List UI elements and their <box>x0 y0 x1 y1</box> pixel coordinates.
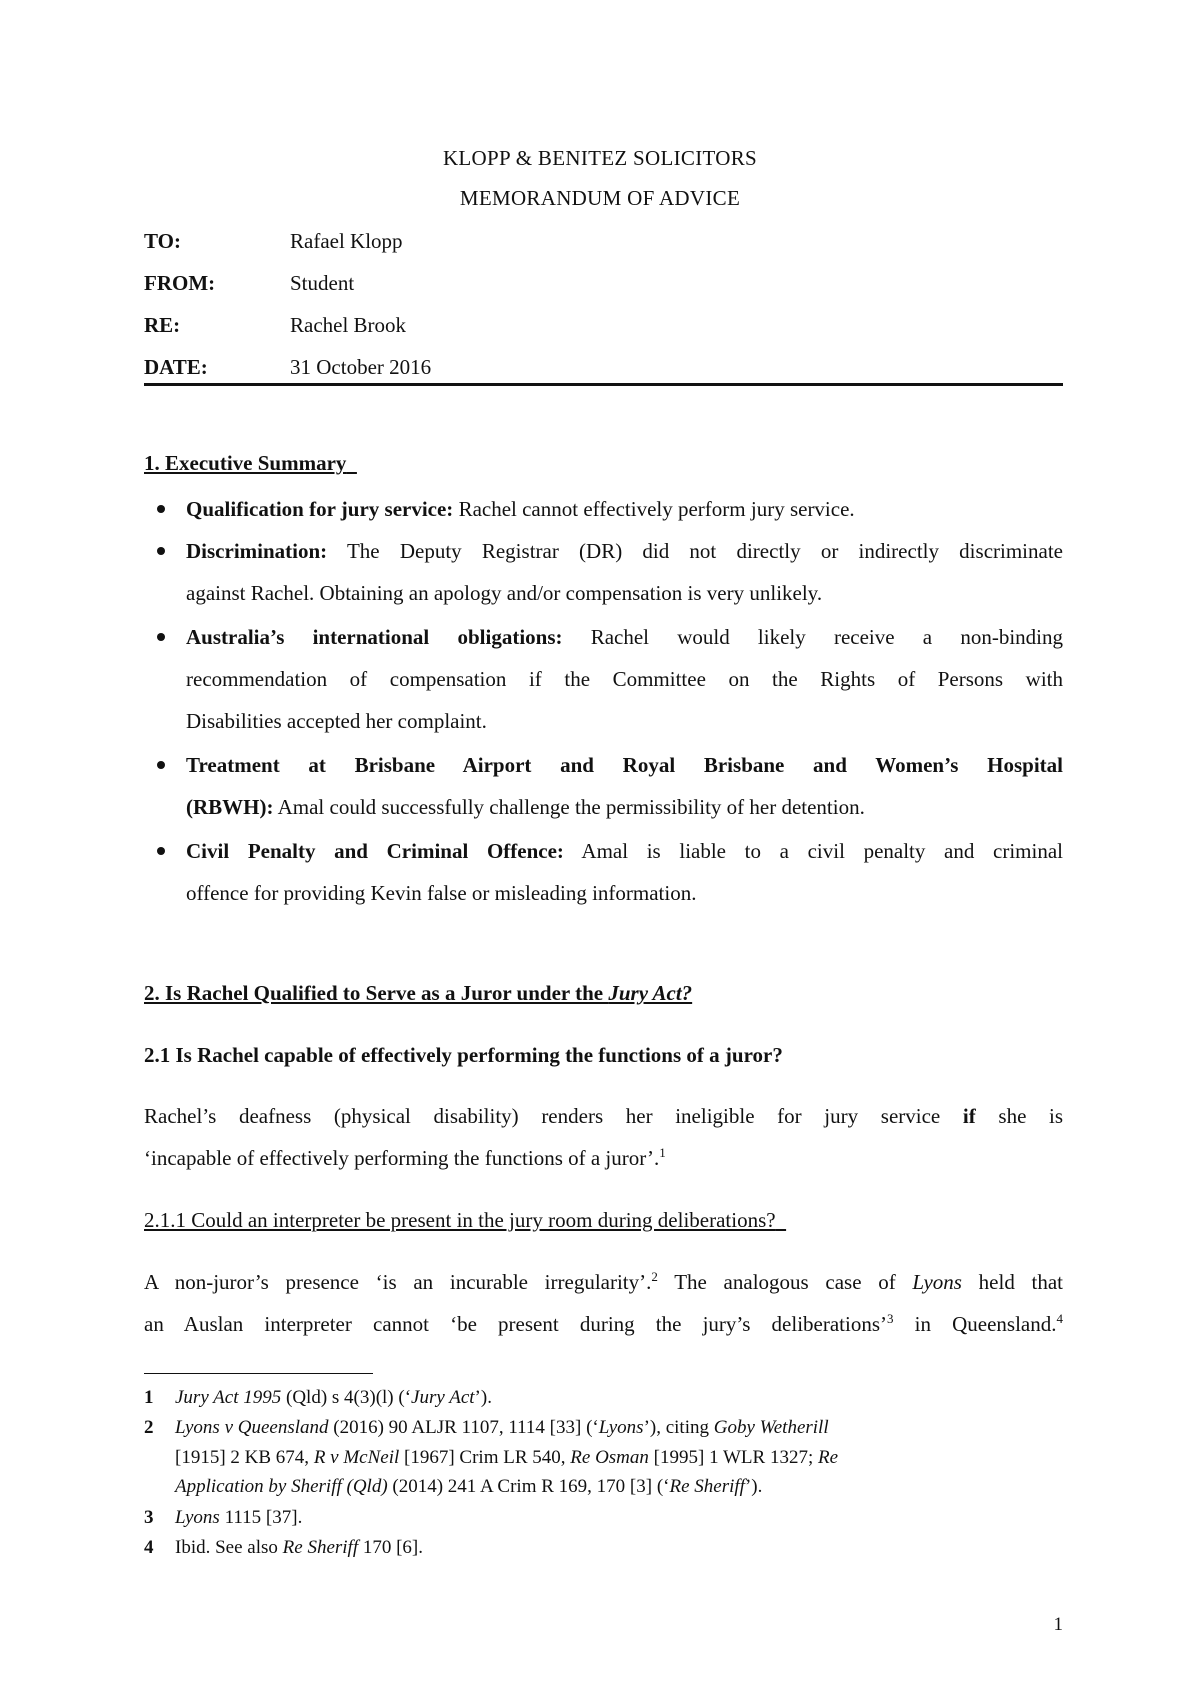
bullet-dot <box>157 847 165 855</box>
footnote-3: 3 Lyons 1115 [37]. <box>144 1507 303 1528</box>
footnote-2: 2 Lyons v Queensland (2016) 90 ALJR 1107, 1114 [33] (‘Lyons’), citing Goby Wetherill <box>144 1417 829 1438</box>
re-value: Rachel Brook <box>290 313 407 337</box>
from-label: FROM: <box>144 271 216 295</box>
date-label: DATE: <box>144 355 208 379</box>
bullet-civil-penalty: Civil Penalty and Criminal Offence: Amal is liable to a civil penalty and criminal <box>186 839 1063 863</box>
bullet-dot <box>157 761 165 769</box>
bullet-dot <box>157 505 165 513</box>
to-label: TO: <box>144 229 181 253</box>
firm-name: KLOPP & BENITEZ SOLICITORS <box>442 146 758 170</box>
bullet-treatment: Treatment at Brisbane Airport and Royal Brisbane and Women’s Hospital <box>186 753 1063 777</box>
footnote-4: 4 Ibid. See also Re Sheriff 170 [6]. <box>144 1537 424 1558</box>
section-1-heading: 1. Executive Summary <box>144 451 347 475</box>
bullet-civil-penalty-line2: offence for providing Kevin false or misleading information. <box>186 881 697 905</box>
page-number: 1 <box>1053 1614 1063 1635</box>
footnote-1: 1 Jury Act 1995 (Qld) s 4(3)(l) (‘Jury Act’). <box>144 1387 492 1408</box>
paragraph-2-1-line2: ‘incapable of effectively performing the functions of a juror’.$^1$ <box>144 1145 666 1170</box>
subsection-2-1-1-heading: 2.1.1 Could an interpreter be present in the jury room during deliberations? <box>144 1208 776 1232</box>
paragraph-2-1-1-line1: A non-juror’s presence ‘is an incurable irregularity’.$^2$ The analogous case of Lyons held that <box>144 1269 1064 1294</box>
bullet-treatment-line2: (RBWH): Amal could successfully challenge the permissibility of her detention. <box>186 795 865 819</box>
subsection-2-1-heading: 2.1 Is Rachel capable of effectively performing the functions of a juror? <box>144 1043 783 1067</box>
from-value: Student <box>290 271 355 295</box>
date-value: 31 October 2016 <box>290 355 432 379</box>
bullet-international-line2: recommendation of compensation if the Committee on the Rights of Persons with <box>186 667 1063 691</box>
footnote-2-line3: Application by Sheriff (Qld) (2014) 241 A Crim R 169, 170 [3] (‘Re Sheriff’). <box>175 1476 763 1497</box>
footnote-2-line2: [1915] 2 KB 674, R v McNeil [1967] Crim LR 540, Re Osman [1995] 1 WLR 1327; Re <box>175 1447 839 1468</box>
footnote-ref-4[interactable]: 4 <box>1056 1311 1063 1326</box>
bullet-dot <box>157 633 165 641</box>
paragraph-2-1-line1: Rachel’s deafness (physical disability) renders her ineligible for jury service if she is <box>144 1104 1064 1128</box>
re-label: RE: <box>144 313 181 337</box>
document-type: MEMORANDUM OF ADVICE <box>459 186 741 210</box>
bullet-dot <box>157 547 165 555</box>
bullet-discrimination-line2: against Rachel. Obtaining an apology and/or compensation is very unlikely. <box>186 581 823 605</box>
footnote-separator <box>144 1373 373 1374</box>
footnote-ref-1[interactable]: 1 <box>659 1145 666 1160</box>
bullet-international-line3: Disabilities accepted her complaint. <box>186 709 487 733</box>
bullet-qualification: Qualification for jury service: Rachel cannot effectively perform jury service. <box>186 497 855 521</box>
header-divider <box>144 383 1063 386</box>
section-2-heading: 2. Is Rachel Qualified to Serve as a Juror under the Jury Act? <box>144 981 693 1005</box>
bullet-discrimination: Discrimination: The Deputy Registrar (DR) did not directly or indirectly discriminate <box>186 539 1063 563</box>
to-value: Rafael Klopp <box>290 229 403 253</box>
footnote-ref-2[interactable]: 2 <box>651 1269 658 1284</box>
paragraph-2-1-1-line2: an Auslan interpreter cannot ‘be present during the jury’s deliberations’$^3$ in Queensland.$^4$ <box>144 1311 1063 1336</box>
bullet-international: Australia’s international obligations: Rachel would likely receive a non-binding <box>186 625 1063 649</box>
footnote-ref-3[interactable]: 3 <box>887 1311 894 1326</box>
